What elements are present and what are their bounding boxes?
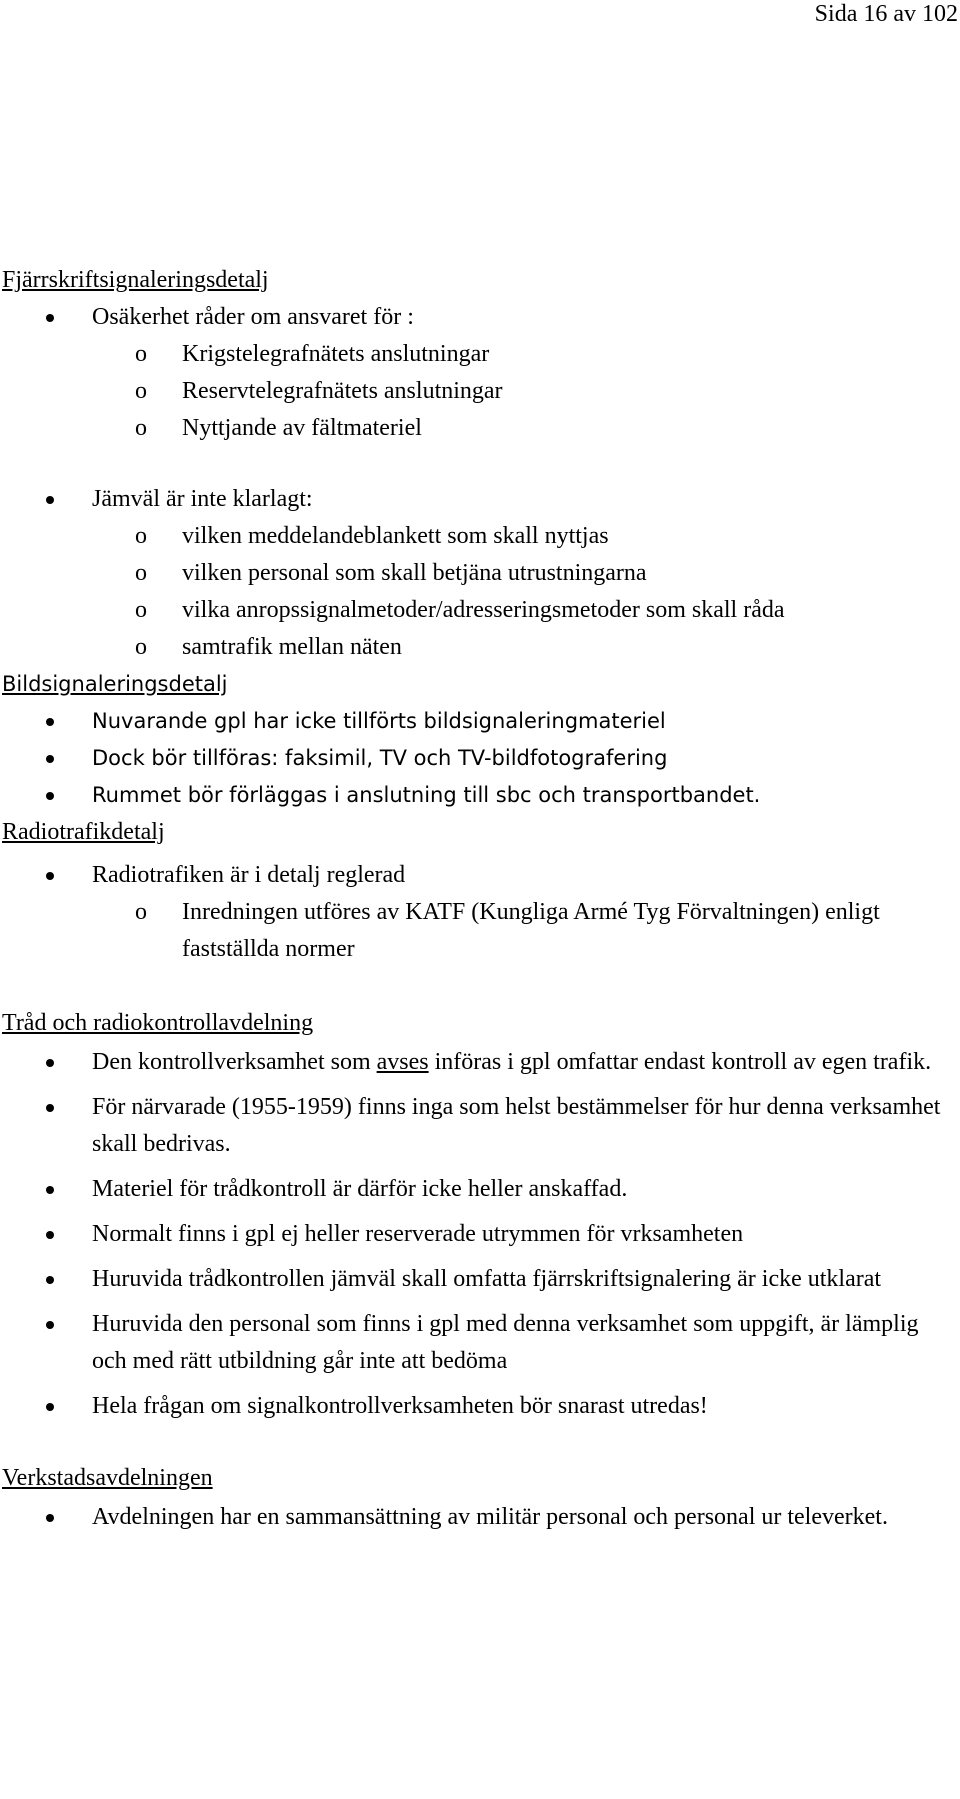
sub-list-item: o Reservtelegrafnätets anslutningar — [2, 373, 957, 410]
list-item: För närvarade (1955-1959) finns inga som helst bestämmelser för hur denna verksamhet skall bedrivas. — [2, 1089, 957, 1163]
list-item — [2, 1044, 957, 1081]
sub-list-item: o Krigstelegrafnätets anslutningar — [2, 336, 957, 373]
fjarrskrift-list — [2, 299, 957, 666]
sub-list-item: o vilken meddelandeblankett som skall nyttjas — [2, 518, 957, 555]
verkstad-list — [2, 1499, 957, 1536]
list-item: Radiotrafiken är i detalj reglerad — [2, 857, 957, 894]
list-item: Nuvarande gpl har icke tillförts bildsignaleringmateriel — [2, 703, 957, 740]
sub-list-item: o samtrafik mellan näten — [2, 629, 957, 666]
sub-list-item: o Nyttjande av fältmateriel — [2, 410, 957, 447]
section-title-radiotrafik: Radiotrafikdetalj — [2, 819, 165, 845]
trad-radiokontroll-list — [2, 1044, 957, 1425]
document-body — [2, 262, 957, 1536]
list-item: Huruvida den personal som finns i gpl med denna verksamhet som uppgift, är lämplig och med rätt utbildning går inte att bedöma — [2, 1306, 957, 1380]
bildsignalering-list — [2, 703, 957, 814]
list-item: Dock bör tillföras: faksimil, TV och TV-bildfotografering — [2, 740, 957, 777]
text-segment: Den kontrollverksamhet som — [92, 1049, 377, 1075]
text-segment: införas i gpl omfattar endast kontroll av egen trafik. — [428, 1049, 932, 1075]
section-title-fjarrskrift: Fjärrskriftsignaleringsdetalj — [2, 267, 269, 293]
sub-list-item: o vilken personal som skall betjäna utrustningarna — [2, 555, 957, 592]
list-item: Materiel för trådkontroll är därför icke heller anskaffad. — [2, 1171, 957, 1208]
sub-list-item: o Inredningen utföres av KATF (Kungliga Armé Tyg Förvaltningen) enligt fastställda normer — [2, 894, 957, 968]
list-item: Huruvida trådkontrollen jämväl skall omfatta fjärrskriftsignalering är icke utklarat — [2, 1261, 957, 1298]
list-item: Jämväl är inte klarlagt: — [2, 481, 957, 518]
underlined-word: avses — [376, 1049, 429, 1075]
section-title-verkstad: Verkstadsavdelningen — [2, 1465, 213, 1491]
list-item: Rummet bör förläggas i anslutning till sbc och transportbandet. — [2, 777, 957, 814]
section-title-trad-radiokontroll: Tråd och radiokontrollavdelning — [2, 1010, 314, 1036]
section-title-bildsignalering: Bildsignaleringsdetalj — [2, 672, 228, 696]
list-item: Hela frågan om signalkontrollverksamheten bör snarast utredas! — [2, 1388, 957, 1425]
sub-list-item: o vilka anropssignalmetoder/adresseringsmetoder som skall råda — [2, 592, 957, 629]
list-item: Normalt finns i gpl ej heller reserverade utrymmen för vrksamheten — [2, 1216, 957, 1253]
list-item: Osäkerhet råder om ansvaret för : — [2, 299, 957, 336]
list-item: Avdelningen har en sammansättning av militär personal och personal ur televerket. — [2, 1499, 957, 1536]
page-number: Sida 16 av 102 — [814, 1, 958, 27]
radiotrafik-list — [2, 857, 957, 968]
